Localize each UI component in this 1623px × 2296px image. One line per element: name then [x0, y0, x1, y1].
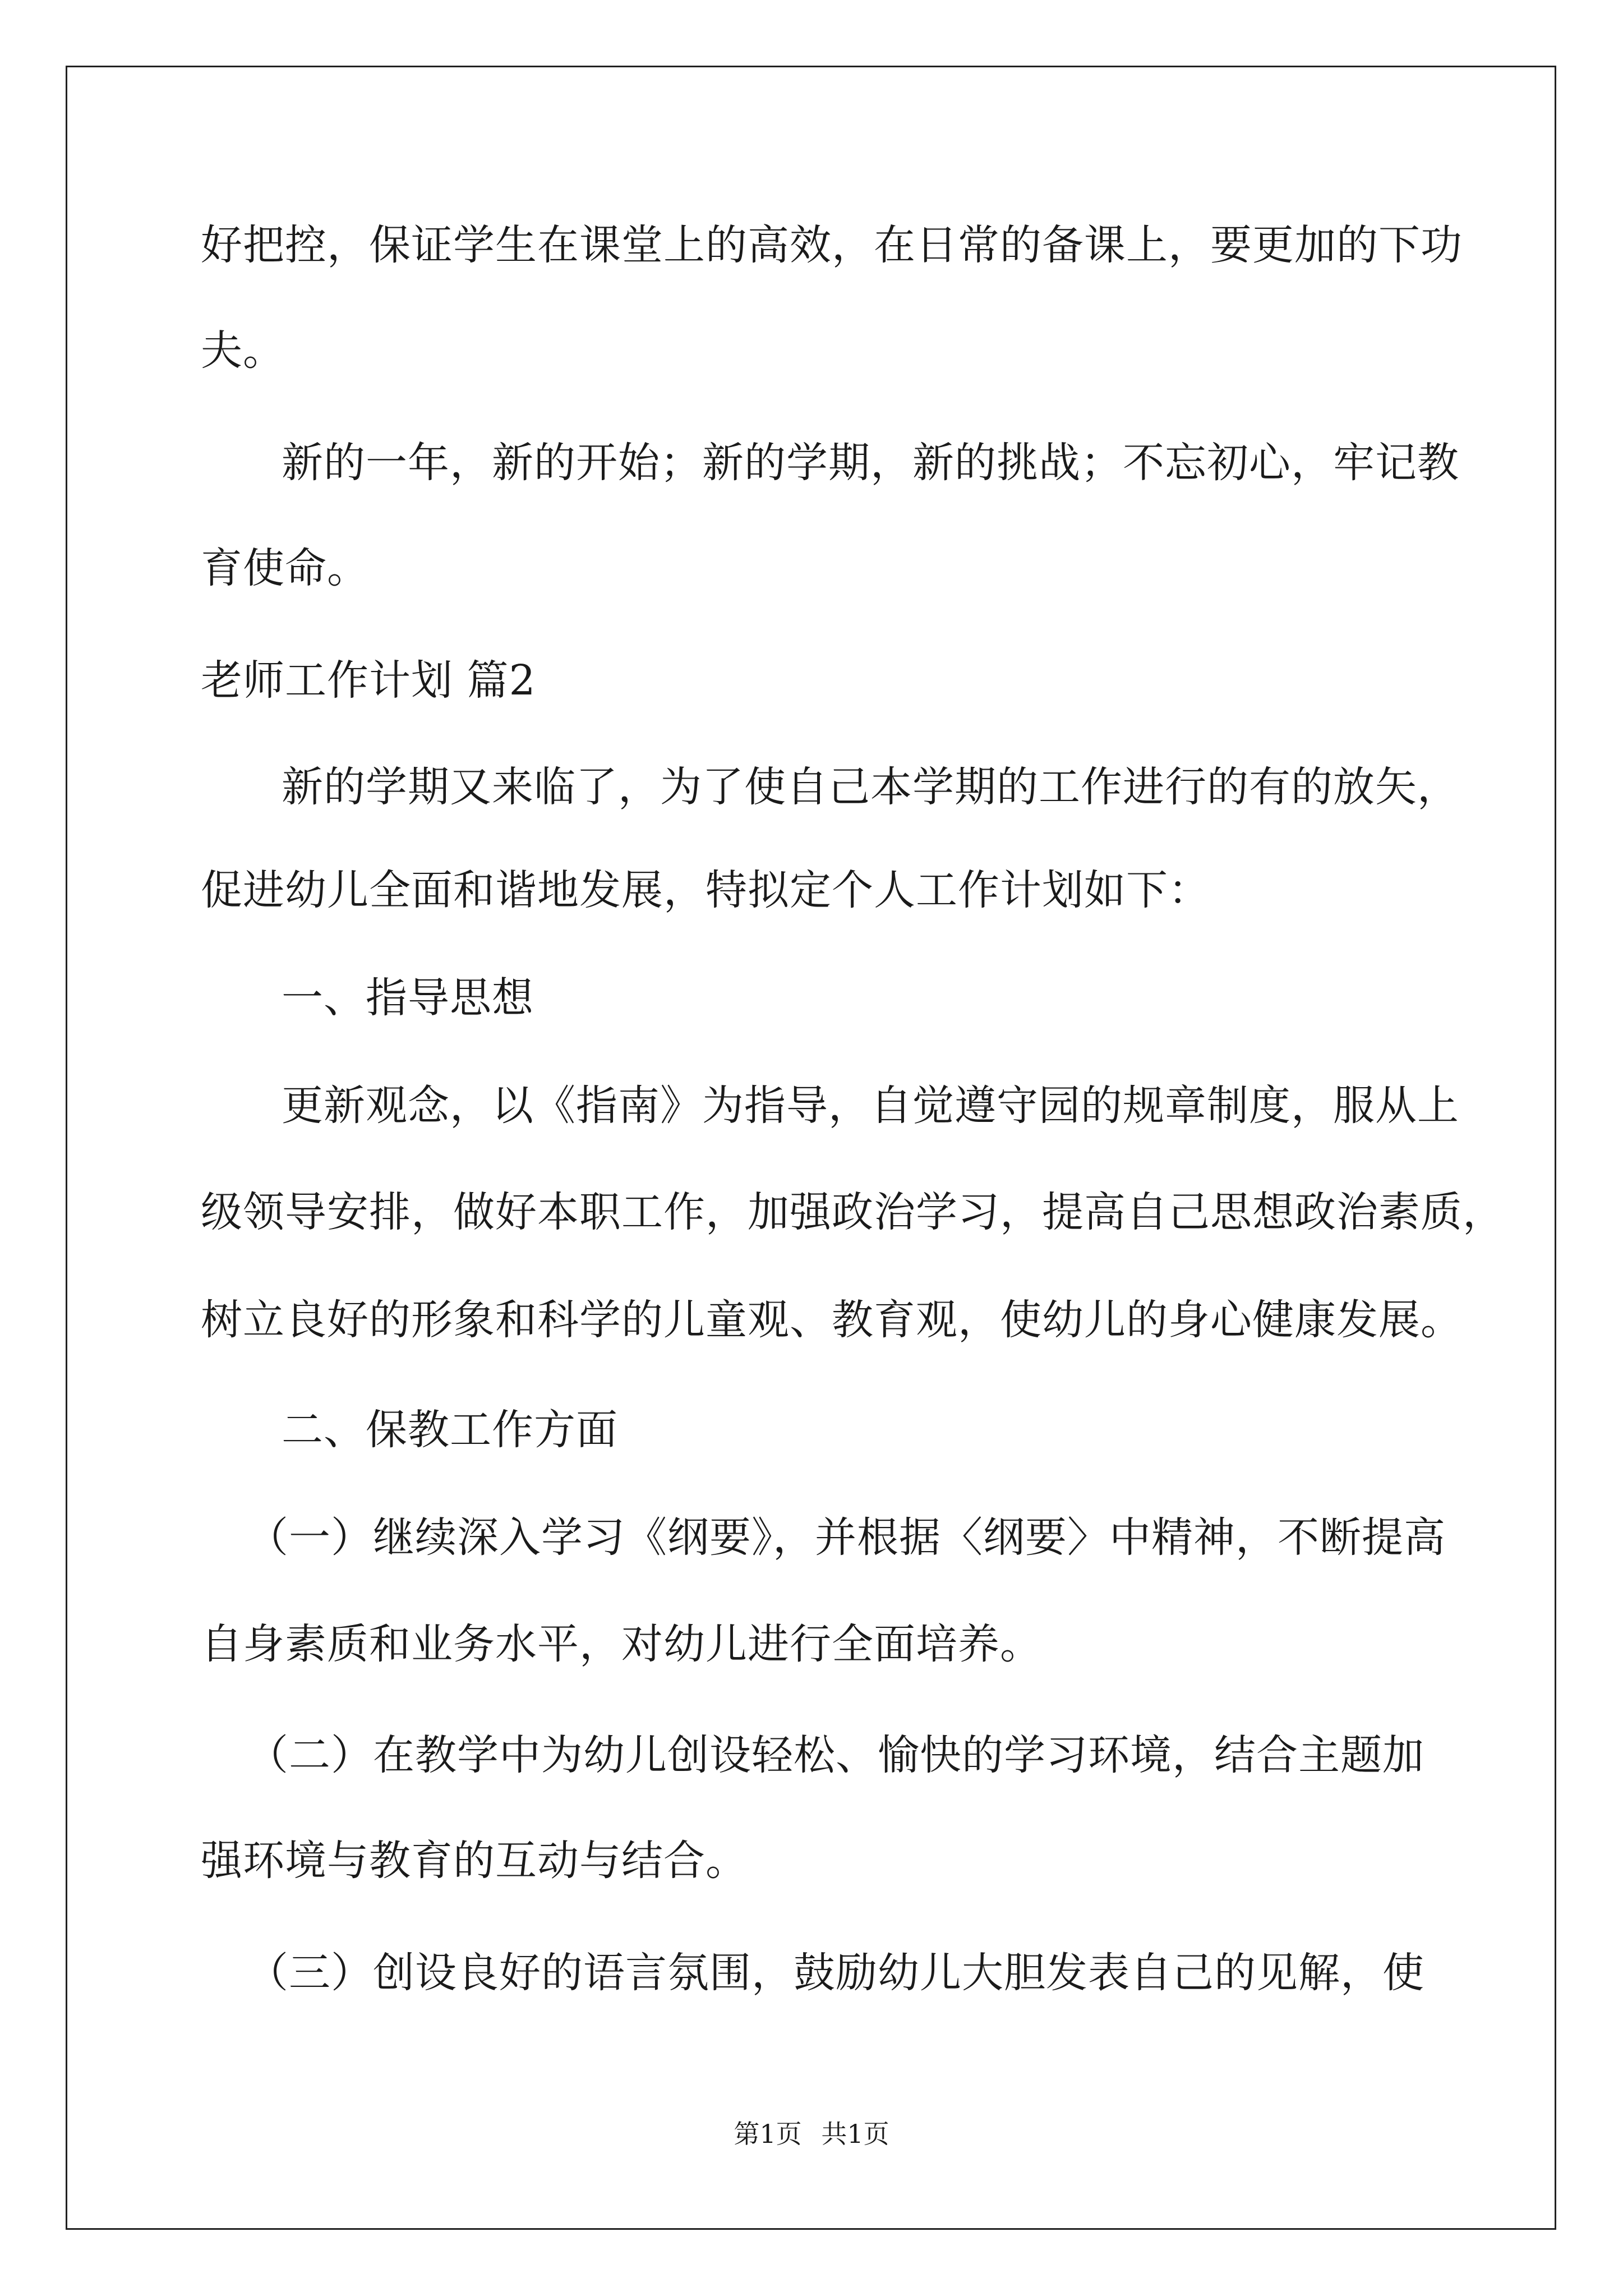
text-line: 育使命。	[201, 544, 369, 592]
text-line: 树立良好的形象和科学的儿童观、教育观，使幼儿的身心健康发展。	[201, 1296, 1463, 1344]
text-line: 新的学期又来临了，为了使自己本学期的工作进行的有的放矢，	[282, 763, 1459, 811]
text-line: 夫。	[201, 326, 285, 375]
section-heading: 老师工作计划 篇2	[201, 656, 536, 705]
subsection-heading: 二、保教工作方面	[282, 1406, 618, 1454]
page-border	[66, 66, 1556, 2230]
text-line: 级领导安排，做好本职工作，加强政治学习，提高自己思想政治素质，	[201, 1188, 1505, 1236]
text-line: 新的一年，新的开始；新的学期，新的挑战；不忘初心，牢记教	[282, 439, 1459, 487]
text-line: 自身素质和业务水平，对幼儿进行全面培养。	[201, 1620, 1042, 1668]
page-number: 第1页	[734, 2119, 802, 2149]
page-footer	[0, 2117, 1623, 2151]
text-line: （三）创设良好的语言氛围，鼓励幼儿大胆发表自己的见解，使	[247, 1949, 1424, 1997]
text-line: （二）在教学中为幼儿创设轻松、愉快的学习环境，结合主题加	[247, 1731, 1424, 1779]
text-line: 强环境与教育的互动与结合。	[201, 1837, 748, 1885]
subsection-heading: 一、指导思想	[282, 974, 534, 1022]
text-line: 好把控，保证学生在课堂上的高效，在日常的备课上，要更加的下功	[201, 221, 1463, 269]
text-line: 更新观念，以《指南》为指导，自觉遵守园的规章制度，服从上	[282, 1082, 1459, 1130]
text-line: （一）继续深入学习《纲要》，并根据〈纲要〉中精神，不断提高	[247, 1513, 1446, 1562]
page-total: 共1页	[821, 2119, 889, 2149]
text-line: 促进幼儿全面和谐地发展，特拟定个人工作计划如下：	[201, 866, 1210, 914]
